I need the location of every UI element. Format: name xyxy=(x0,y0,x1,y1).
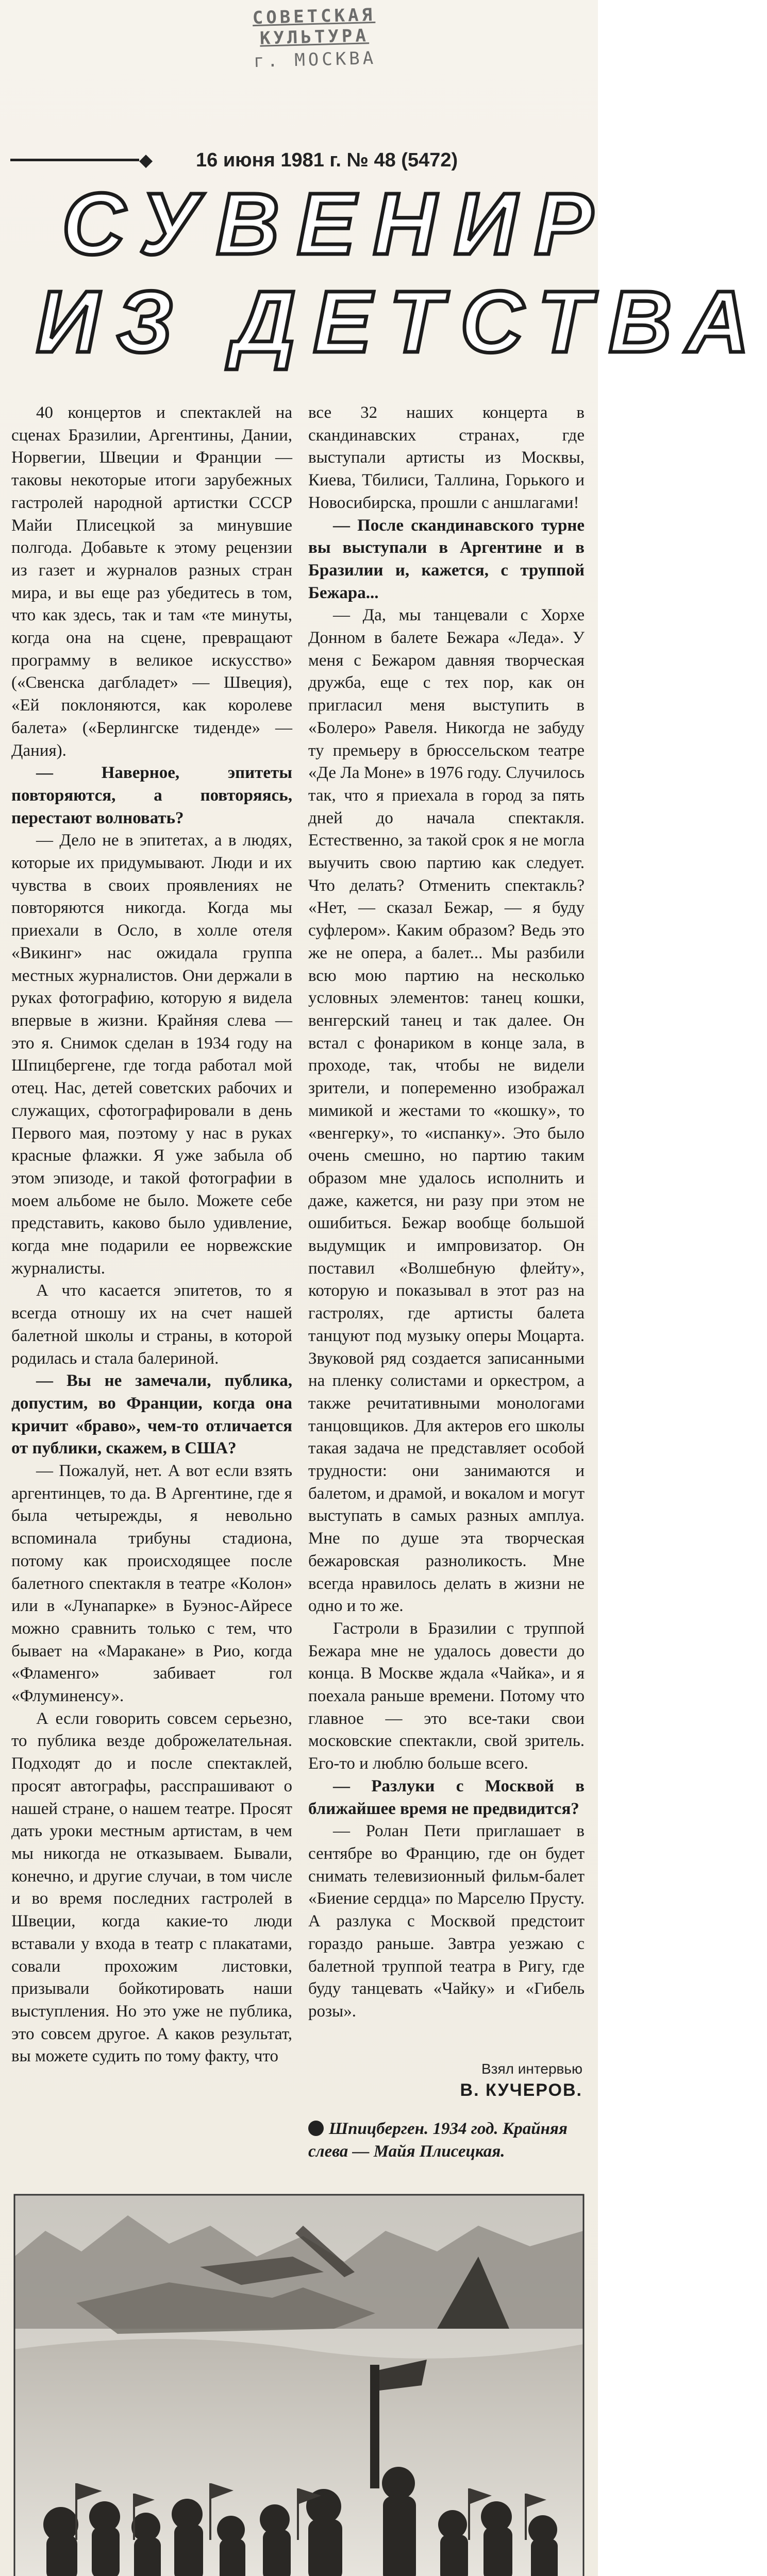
headline-line-2: ИЗ ДЕТСТВА xyxy=(36,273,767,371)
interview-question: — Разлуки с Москвой в ближайшее время не предвидится? xyxy=(308,1776,585,1818)
library-stamp xyxy=(205,4,423,73)
interview-credit xyxy=(376,2061,582,2100)
article-paragraph: все 32 наших концерта в скандинавских странах, где выступали артисты из Москвы, Киева, Тбилиси, Таллина, Горького и Новосибирска, прошли с аншлагами! xyxy=(308,403,585,512)
dateline-rule xyxy=(10,159,139,161)
article-paragraph: — Пожалуй, нет. А вот если взять аргентинцев, то да. В Аргентине, где я была четырежды, я невольно вспоминала трибуны стадиона, потому как происходящее после балетного спектакля в театре «Колон» или в «Лунапарке» в Буэнос-Айресе можно сравнить только с тем, что бывает на «Маракане» в Рио, когда «Фламенго» забивает гол «Флуминенсу». xyxy=(11,1462,292,1706)
article-column-right xyxy=(308,402,585,2023)
article-paragraph: — Ролан Пети приглашает в сентябре во Францию, где он будет снимать телевизионный фильм-балет «Биение сердца» по Марселю Прусту. А разлука с Москвой предстоит гораздо раньше. Завтра уезжаю с балетной труппой театра в Ригу, где буду танцевать «Чайку» и «Гибель розы». xyxy=(308,1822,585,2021)
issue-date-number: 16 июня 1981 г. № 48 (5472) xyxy=(196,149,458,171)
article-paragraph: Гастроли в Бразилии с труппой Бежара мне не удалось довести до конца. В Москве ждала «Чайка», и я поехала раньше времени. Потому что главное — это все-таки свои московские спектакли, свой зритель. Его-то и люблю больше всего. xyxy=(308,1619,585,1773)
interview-question: — Наверное, эпитеты повторяются, а повторяясь, перестают волновать? xyxy=(11,764,292,827)
article-paragraph: — Дело не в эпитетах, а в людях, которые их придумывают. Люди и их чувства в своих проявлениях не повторяются никогда. Когда мы приехали в Осло, в холле отеля «Викинг» нас ожидала группа местных журналистов. Они держали в руках фотографию, которую я видела впервые в жизни. Крайняя слева — это я. Снимок сделан в 1934 году на Шпицбергене, где тогда работал мой отец. Нас, детей советских рабочих и служащих, сфотографировали в день Первого мая, поэтому у нас в руках красные флажки. Я уже забыла об этом эпизоде, и такой фотографии в моем альбоме не было. Можете себе представить, каково было удивление, когда мне подарили ее норвежские журналисты. xyxy=(11,831,292,1278)
bullet-icon xyxy=(308,2121,324,2136)
article-paragraph: А что касается эпитетов, то я всегда отношу их на счет нашей балетной школы и страны, в которой родилась и стала балериной. xyxy=(11,1281,292,1368)
article-column-left xyxy=(11,402,292,2068)
caption-text: Шпицберген. 1934 год. Крайняя слева — Майя Плисецкая. xyxy=(308,2120,568,2161)
interview-question: — Вы не замечали, публика, допустим, во Франции, когда она кричит «браво», чем-то отличается от публики, скажем, в США? xyxy=(11,1371,292,1458)
arrow-icon: ◆ xyxy=(139,150,153,171)
article-paragraph: — Да, мы танцевали с Хорхе Донном в балете Бежара «Леда». У меня с Бежаром давняя творческая дружба, еще с тех пор, как он пригласил меня выступить в «Болеро» Равеля. Никогда не забуду ту премьеру в брюссельском театре «Де Ла Моне» в 1976 году. Случилось так, что я приехала в город за пять дней до начала спектакля. Естественно, за такой срок я не могла выучить свою партию как следует. Что делать? Отменить спектакль? «Нет, — сказал Бежар, — я буду суфлером». Каким образом? Ведь это же не опера, а балет... Мы разбили всю мою партию на несколько условных элементов: танец кошки, венгерский танец и так далее. Он встал с фонариком в конце зала, в проходе, так, чтобы не видели зрители, и попеременно изображал мимикой и жестами то «кошку», то «венгерку», то «испанку». Это было очень смешно, но партию таким образом мне удалось исполнить и даже, кажется, ни разу при этом не ошибиться. Бежар вообще большой выдумщик и импровизатор. Он поставил «Волшебную флейту», которую и показывал в этот раз на гастролях, где артисты балета танцуют под музыку оперы Моцарта. Звуковой ряд создается записанными на пленку солистами и оркестром, а также речитативными монологами танцовщиков. Для актеров его школы такая задача не представляет особой трудности: они занимаются и балетом, и драмой, и вокалом и могут выступать в самых разных амплуа. Мне по душе эта творческая бежаровская разноликость. Мне всегда нравилось делать в жизни не одно и то же. xyxy=(308,606,585,1616)
credit-prefix: Взял интервью xyxy=(481,2061,582,2077)
headline-line-1: СУВЕНИР xyxy=(62,175,611,273)
stamp-publication: СОВЕТСКАЯ КУЛЬТУРА xyxy=(252,4,376,49)
issue-dateline xyxy=(10,149,588,170)
archive-photo xyxy=(14,2195,583,2576)
stamp-city: г. МОСКВА xyxy=(253,47,377,72)
article-paragraph: А если говорить совсем серьезно, то публика везде доброжелательная. Подходят до и после спектаклей, просят автографы, расспрашивают о нашей стране, о нашем театре. Просят дать уроки местным артистам, в чем мы никогда не отказываем. Бывали, конечно, и другие случаи, в том числе и во время последних гастролей в Швеции, когда какие-то люди вставали у входа в театр с плакатами, совали прохожим листовки, призывали бойкотировать наши выступления. Но это уже не публика, это совсем другое. А каков результат, вы можете судить по тому факту, что xyxy=(11,1709,292,2066)
article-paragraph: 40 концертов и спектаклей на сценах Бразилии, Аргентины, Дании, Норвегии, Швеции и Франции — таковы некоторые итоги зарубежных гастролей народной артистки СССР Майи Плисецкой за минувшие полгода. Добавьте к этому рецензии из газет и журналов разных стран мира, и вы еще раз убедитесь в том, что как здесь, так и там «те минуты, когда она на сцене, превращают программу в великое искусство» («Свенска дагбладет» — Швеция), «Ей поклоняются, как королеве балета» («Берлингске тиденде» — Дания). xyxy=(11,403,292,760)
credit-author: В. КУЧЕРОВ. xyxy=(460,2080,582,2100)
interview-question: — После скандинавского турне вы выступали в Аргентине и в Бразилии и, кажется, с труппой Бежара... xyxy=(308,516,585,602)
photo-caption xyxy=(308,2117,585,2163)
